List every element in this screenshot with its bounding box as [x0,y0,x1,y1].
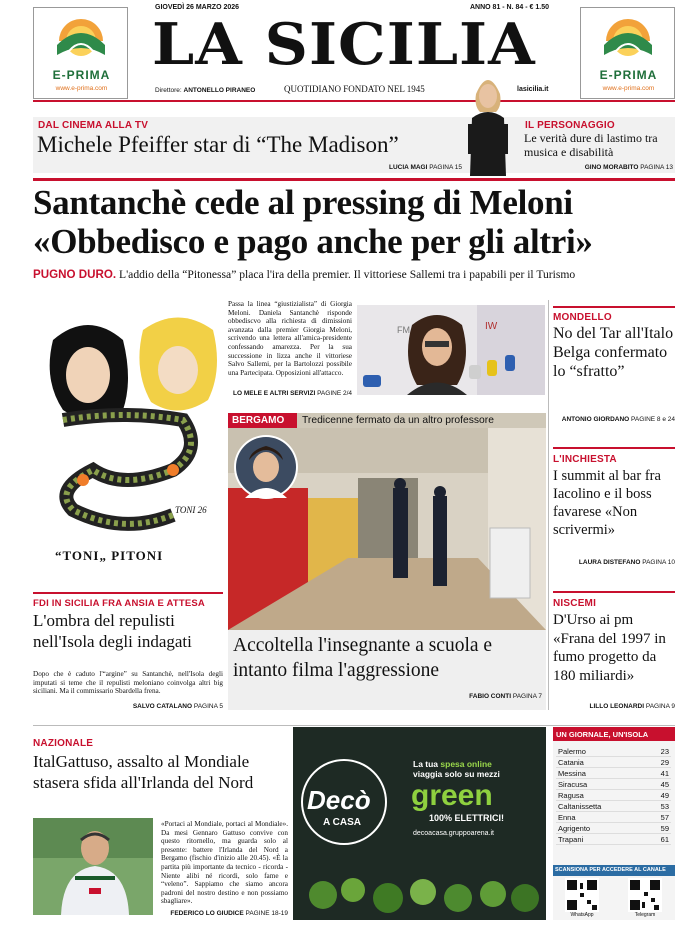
province-row[interactable] [556,757,671,768]
fdi-author: SALVO CATALANO [132,703,193,710]
province-page: 57 [647,812,671,823]
bergamo-kicker: BERGAMO [232,415,285,426]
sidebar-headline-2[interactable]: I summit al bar fra Iacolino e il boss favarese «Non scrivermi» [553,468,661,538]
sidebar-author-1: ANTONIO GIORDANO [561,416,630,423]
top-left-page: PAGINA 15 [429,164,462,171]
province-row[interactable] [556,812,671,823]
svg-text:IW: IW [485,321,498,332]
issue-date: GIOVEDÌ 26 MARZO 2026 [155,4,240,11]
nazionale-author: FEDERICO LO GIUDICE [170,910,244,917]
fdi-body: Dopo che è caduto l'“argine” su Santanchè, nell'Isola degli imputati si teme che il repulisti meloniano coinvolga altri big siciliani. Ma il commissario Sbardella frena. [33,670,223,696]
site-link[interactable]: lasicilia.it [517,86,549,93]
bottom-divider [33,725,675,726]
deco-ad[interactable] [293,727,546,920]
province-city: Catania [556,757,647,768]
bergamo-author: FABIO CONTI [469,693,512,700]
lead-body: Passa la linea “giustizialista” di Giorgia Meloni. Daniela Santanchè risponde obbediscvo alla richiesta di dimissioni avanzata dalla premier Giorgia Meloni, scrivendo una lettera all'amica-presidente confessando amarezza. Per la sua successione in lizza anche il vittoriese Salvo Sallemi, per la Bartolozzi possibile una Partecipata. Opposizioni all'attacco. [228,300,352,377]
province-city: Agrigento [556,823,647,834]
top-right-kicker: IL PERSONAGGIO [525,120,615,131]
sidebar-page-3: PAGINA 9 [645,703,675,710]
top-left-byline [360,164,462,171]
top-left-author: LUCIA MAGI [389,164,428,171]
province-row[interactable] [556,779,671,790]
fdi-byline [33,703,223,710]
cartoon-signature: TONI 26 [175,505,207,515]
sidebar-author-3: LILLO LEONARDI [589,703,645,710]
province-page: 41 [647,768,671,779]
sidebar-headline-1[interactable]: No del Tar all'Italo Belga confermato lo “sfratto” [553,325,674,380]
fdi-headline[interactable]: L'ombra del repulisti nell'Isola degli indagati [33,611,192,651]
lead-headline-1[interactable]: Santanchè cede al pressing di Meloni [33,183,573,222]
left-logo-ad[interactable] [33,7,128,99]
province-row[interactable] [556,823,671,834]
issue-number: ANNO 81 - N. 84 - € 1.50 [470,4,549,11]
nazionale-kicker: NAZIONALE [33,738,94,749]
sidebar-author-2: LAURA DISTEFANO [578,559,641,566]
province-row[interactable] [556,801,671,812]
sidebar-page-1: PAGINE 8 e 24 [631,416,675,423]
cartoon-caption: “TONI„ PITONI [55,548,164,563]
e-prima-logo-icon [51,11,111,63]
right-logo-name: E-PRIMA [599,68,658,82]
deco-green: green [411,779,493,812]
lead-summary-text: L'addio della “Pitonessa” placa l'ira della premier. Il vittoriese Sallemi tra i papabili per il Turismo [119,268,576,281]
student-portrait [233,434,299,500]
province-row[interactable] [556,746,671,757]
province-row[interactable] [556,768,671,779]
whatsapp-label: WhatsApp [570,912,594,918]
bergamo-byline [380,693,542,700]
top-right-author: GINO MORABITO [584,164,639,171]
province-page: 23 [647,746,671,757]
santanche-photo [357,305,545,395]
deco-brand-sub: A CASA [323,817,361,828]
province-page: 29 [647,757,671,768]
province-title: UN GIORNALE, UN'ISOLA [553,727,675,741]
sidebar-headline-3[interactable]: D'Urso ai pm «Frana del 1997 in fumo progetto da 180 miliardi» [553,612,666,684]
province-city: Trapani [556,834,647,845]
director-label: Direttore: [155,87,182,94]
bergamo-subhead: Tredicenne fermato da un altro professore [302,415,494,426]
left-logo-url[interactable]: www.e-prima.com [55,85,108,92]
qr-title: SCANSIONA PER ACCEDERE AL CANALE [553,865,675,876]
deco-url[interactable]: decoacasa.gruppoarena.it [413,830,494,837]
sidebar-byline-1 [553,416,675,423]
whatsapp-qr-icon[interactable] [565,878,599,912]
nazionale-body: «Portaci al Mondiale, portaci al Mondiale». Da mesi Gennaro Gattuso convive con questo ritornello, ma guarda solo al presente: battere l'Irlanda del Nord a Bergamo (fischio d'inizio alle 20.45). «È la partita più importante da tecnico - ricorda - Niente alibi né ricordi, solo fame e “veleno”. Sappiamo che siamo ancora padroni del nostro destino e non possiamo sbagliare». [161,820,288,906]
province-page: 59 [647,823,671,834]
lead-kicker: PUGNO DURO. [33,268,117,281]
director [155,87,255,94]
lead-headline-2[interactable]: «Obbedisco e pago anche per gli altri» [33,222,593,261]
fdi-rule [33,592,223,594]
top-left-kicker: DAL CINEMA ALLA TV [38,120,149,131]
deco-tagline [413,759,538,779]
province-city: Messina [556,768,647,779]
nazionale-byline [161,910,288,917]
province-row[interactable] [556,790,671,801]
sidebar-page-2: PAGINA 10 [642,559,675,566]
province-page: 53 [647,801,671,812]
bergamo-headline[interactable]: Accoltella l'insegnante a scuola e intanto filma l'aggressione [233,635,493,681]
e-prima-logo-icon [598,11,658,63]
sidebar-kicker-3: NISCEMI [553,598,597,609]
deco-brand: Decò [307,785,371,815]
svg-text:FM: FM [397,325,410,335]
bergamo-page: PAGINA 7 [512,693,542,700]
deco-electric: 100% ELETTRICI! [429,813,505,823]
sidebar-kicker-1: MONDELLO [553,312,612,323]
telegram-label: Telegram [634,912,656,918]
sidebar-byline-2 [553,559,675,566]
tagline: QUOTIDIANO FONDATO NEL 1945 [284,84,425,94]
lead-author: LO MELE E ALTRI SERVIZI [233,390,316,397]
province-page: 49 [647,790,671,801]
sidebar-kicker-2: L'INCHIESTA [553,454,617,465]
province-city: Enna [556,812,647,823]
center-divider [548,300,549,710]
sidebar-rule-1 [553,306,675,308]
province-city: Palermo [556,746,647,757]
lead-byline [228,390,352,397]
top-right-page: PAGINA 13 [640,164,673,171]
sidebar-rule-3 [553,591,675,593]
telegram-qr-icon[interactable] [628,878,662,912]
right-logo-ad[interactable] [580,7,675,99]
nazionale-page: PAGINE 18-19 [245,910,288,917]
fdi-page: PAGINA 5 [193,703,223,710]
vegetables-illustration [293,850,546,920]
province-table [556,746,671,845]
province-city: Ragusa [556,790,647,801]
deco-tag1: La tua [413,759,439,769]
province-page: 61 [647,834,671,845]
director-name: ANTONELLO PIRANEO [183,87,256,94]
top-left-headline[interactable]: Michele Pfeiffer star di “The Madison” [37,132,399,157]
gattuso-photo [33,818,153,915]
top-right-byline [525,164,673,171]
nazionale-headline[interactable]: ItalGattuso, assalto al Mondiale stasera sfida all'Irlanda del Nord [33,752,254,792]
sidebar-byline-3 [553,703,675,710]
lead-top-rule [33,178,675,181]
deco-tag2: viaggia solo su mezzi [413,769,500,779]
cartoon-illustration [33,310,223,570]
masthead-rule [33,100,675,102]
right-logo-url[interactable]: www.e-prima.com [602,85,655,92]
deco-tag-highlight: spesa online [440,759,492,769]
top-right-headline[interactable]: Le verità dure di lastimo tra musica e disabilità [524,131,658,159]
province-row[interactable] [556,834,671,845]
sidebar-rule-2 [553,447,675,449]
province-city: Siracusa [556,779,647,790]
lead-page: PAGINE 2/4 [317,390,352,397]
left-logo-name: E-PRIMA [52,68,111,82]
lead-summary [33,268,678,281]
newspaper-title: LA SICILIA [152,11,536,79]
fdi-kicker: FDI IN SICILIA FRA ANSIA E ATTESA [33,598,205,609]
province-city: Caltanissetta [556,801,647,812]
province-page: 45 [647,779,671,790]
pfeiffer-photo [458,66,518,176]
